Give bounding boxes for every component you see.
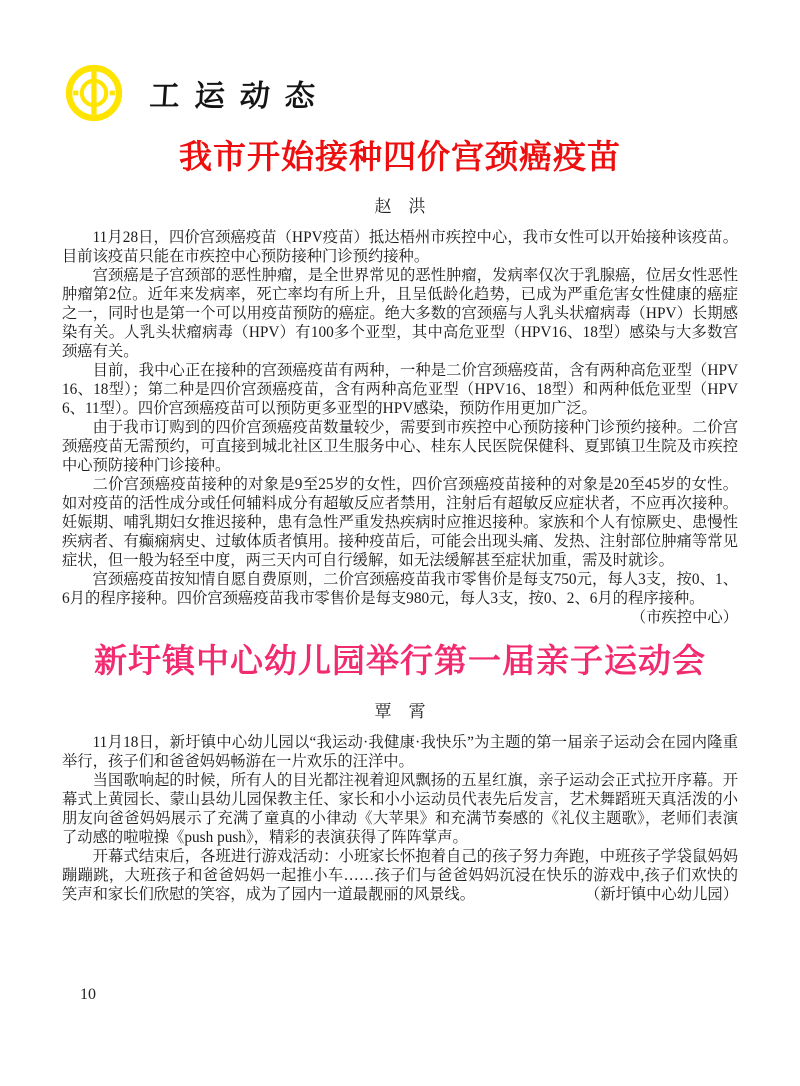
article-2-body [62, 733, 738, 904]
paragraph: 目前，我中心正在接种的宫颈癌疫苗有两种，一种是二价宫颈癌疫苗，含有两种高危亚型（HPV16、18型）；第二种是四价宫颈癌疫苗，含有两种高危亚型（HPV16、18型）和两种低危亚型（HPV6、11型）。四价宫颈癌疫苗可以预防更多亚型的HPV感染，预防作用更加广泛。 [62, 362, 738, 418]
article-2-title: 新圩镇中心幼儿园举行第一届亲子运动会 [94, 644, 706, 681]
article-1-title: 我市开始接种四价宫颈癌疫苗 [179, 140, 621, 176]
article-2-author: 覃 霄 [374, 701, 426, 721]
article-2-attribution: （新圩镇中心幼儿园） [585, 885, 738, 903]
paragraph-with-attribution [62, 847, 738, 904]
paragraph: 宫颈癌疫苗按知情自愿自费原则，二价宫颈癌疫苗我市零售价是每支750元，每人3支，按0、1、6月的程序接种。四价宫颈癌疫苗我市零售价是每支980元，每人3支，按0、2、6月的程序接种。 [62, 571, 738, 608]
paragraph: 11月18日，新圩镇中心幼儿园以“我运动·我健康·我快乐”为主题的第一届亲子运动会在园内隆重举行，孩子们和爸爸妈妈畅游在一片欢乐的汪洋中。 [62, 733, 738, 770]
article-1-attribution: （市疾控中心） [630, 609, 738, 627]
masthead-title: 工运动态 [148, 80, 331, 113]
article-kindergarten-sports [62, 642, 738, 903]
page-number: 10 [80, 986, 96, 1003]
paragraph: 二价宫颈癌疫苗接种的对象是9至25岁的女性，四价宫颈癌疫苗接种的对象是20至45岁的女性。如对疫苗的活性成分或任何辅料成分有超敏反应者禁用，注射后有超敏反应症状者，不应再次接种。妊娠期、哺乳期妇女推迟接种，患有急性严重发热疾病时应推迟接种。家族和个人有惊厥史、患慢性疾病者、有癫痫病史、过敏体质者慎用。接种疫苗后，可能会出现头痛、发热、注射部位肿痛等常见症状，但一般为轻至中度，两三天内可自行缓解，如无法缓解甚至症状加重，需及时就诊。 [62, 476, 738, 570]
paragraph: 由于我市订购到的四价宫颈癌疫苗数量较少，需要到市疾控中心预防接种门诊预约接种。二价宫颈癌疫苗无需预约，可直接到城北社区卫生服务中心、桂东人民医院保健科、夏郢镇卫生院及市疾控中心预防接种门诊接种。 [62, 419, 738, 475]
paragraph: 宫颈癌是子宫颈部的恶性肿瘤，是全世界常见的恶性肿瘤，发病率仅次于乳腺癌，位居女性恶性肿瘤第2位。近年来发病率，死亡率均有所上升，且呈低龄化趋势，已成为严重危害女性健康的癌症之一，同时也是第一个可以用疫苗预防的癌症。绝大多数的宫颈癌与人乳头状瘤病毒（HPV）长期感染有关。人乳头状瘤病毒（HPV）有100多个亚型，其中高危亚型（HPV16、18型）感染与大多数宫颈癌有关。 [62, 267, 738, 361]
article-1-author: 赵 洪 [374, 197, 426, 217]
paragraph: 11月28日，四价宫颈癌疫苗（HPV疫苗）抵达梧州市疾控中心，我市女性可以开始接种该疫苗。目前该疫苗只能在市疾控中心预防接种门诊预约接种。 [62, 229, 738, 266]
paragraph: 当国歌响起的时候，所有人的目光都注视着迎风飘扬的五星红旗，亲子运动会正式拉开序幕。开幕式上黄园长、蒙山县幼儿园保教主任、家长和小小运动员代表先后发言，艺术舞蹈班天真活泼的小朋友向爸爸妈妈展示了充满了童真的小律动《大苹果》和充满节奏感的《礼仪主题歌》，老师们表演了动感的啦啦操《push push》，精彩的表演获得了阵阵掌声。 [62, 771, 738, 846]
masthead [64, 64, 738, 122]
article-1-body [62, 228, 738, 627]
paragraph-text: 开幕式结束后，各班进行游戏活动：小班家长怀抱着自己的孩子努力奔跑，中班孩子学袋鼠妈妈蹦蹦跳，大班孩子和爸爸妈妈一起推小车……孩子们与爸爸妈妈沉浸在快乐的游戏中,孩子们欢快的笑声和家长们欣慰的笑容，成为了园内一道最靓丽的风景线。 [62, 847, 738, 903]
article-hpv-vaccine [62, 138, 738, 627]
trade-union-emblem-icon [64, 64, 124, 122]
